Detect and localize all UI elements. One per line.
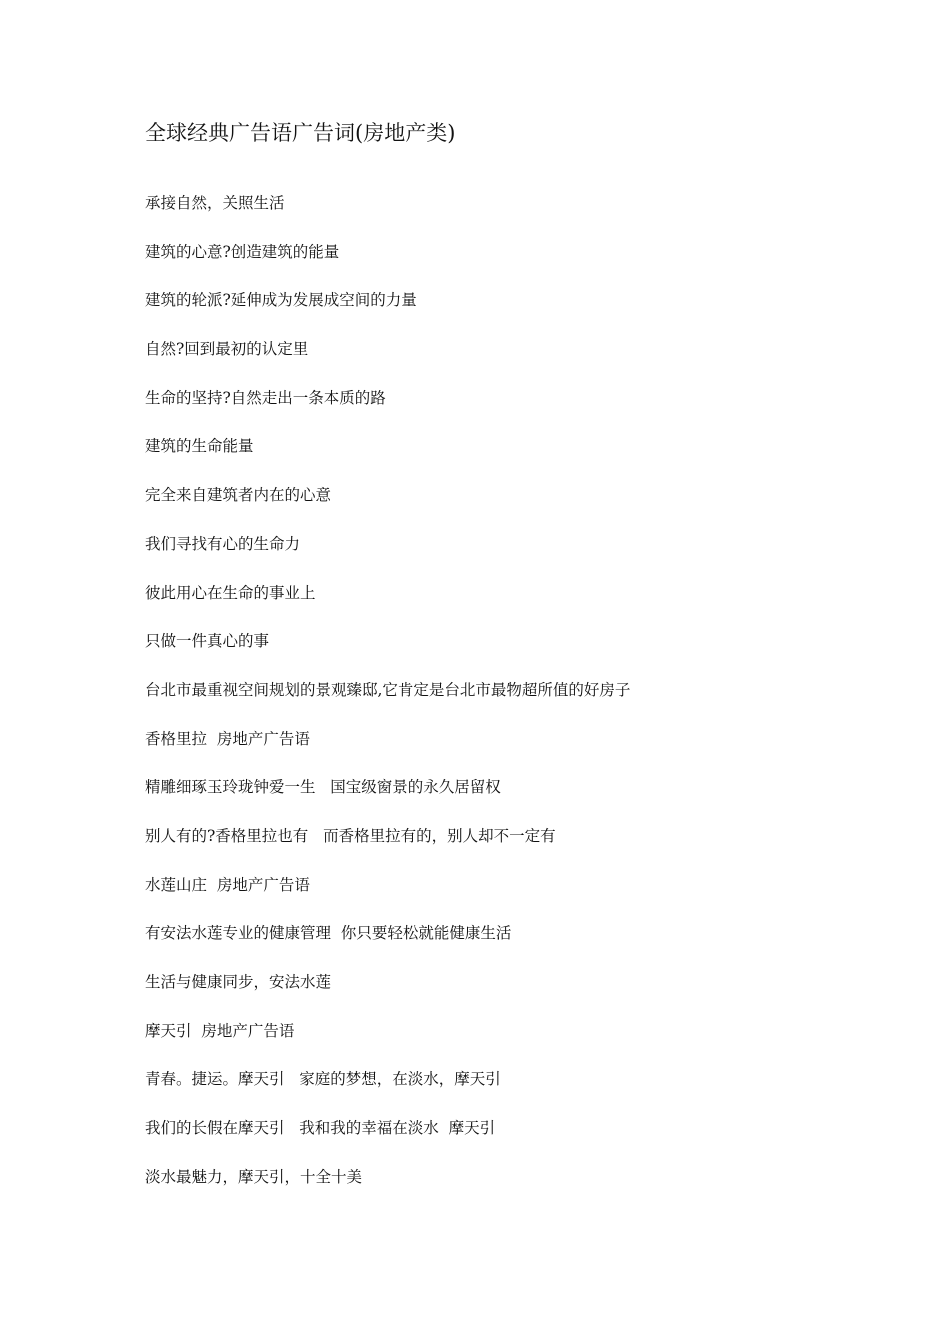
text-line: 建筑的轮派?延伸成为发展成空间的力量 xyxy=(145,291,417,310)
text-line: 建筑的心意?创造建筑的能量 xyxy=(145,242,340,261)
text-line: 承接自然，关照生活 xyxy=(145,194,285,212)
text-line: 台北市最重视空间规划的景观臻邸,它肯定是台北市最物超所值的好房子 xyxy=(145,680,631,699)
text-line: 有安法水莲专业的健康管理 你只要轻松就能健康生活 xyxy=(145,924,512,943)
text-line: 水莲山庄 房地产广告语 xyxy=(145,875,310,894)
text-line: 淡水最魅力，摩天引，十全十美 xyxy=(145,1167,363,1186)
slogan-list xyxy=(145,192,630,1214)
text-line: 彼此用心在生命的事业上 xyxy=(145,583,316,602)
text-line: 只做一件真心的事 xyxy=(145,632,270,651)
text-line: 生活与健康同步，安法水莲 xyxy=(145,973,332,991)
text-line: 别人有的?香格里拉也有 而香格里拉有的，别人却不一定有 xyxy=(145,826,556,845)
text-line: 精雕细琢玉玲珑钟爱一生 国宝级窗景的永久居留权 xyxy=(145,778,501,797)
text-line: 完全来自建筑者内在的心意 xyxy=(145,486,332,505)
text-line: 我们寻找有心的生命力 xyxy=(145,534,301,553)
text-line: 香格里拉 房地产广告语 xyxy=(145,729,310,748)
text-line: 建筑的生命能量 xyxy=(145,437,254,456)
text-line: 生命的坚持?自然走出一条本质的路 xyxy=(145,388,386,407)
text-line: 我们的长假在摩天引 我和我的幸福在淡水 摩天引 xyxy=(145,1119,496,1138)
text-line: 青春。捷运。摩天引 家庭的梦想，在淡水，摩天引 xyxy=(145,1070,501,1089)
text-line: 自然?回到最初的认定里 xyxy=(145,340,309,359)
text-line: 摩天引 房地产广告语 xyxy=(145,1021,295,1040)
document-title: 全球经典广告语广告词(房地产类) xyxy=(145,121,456,145)
